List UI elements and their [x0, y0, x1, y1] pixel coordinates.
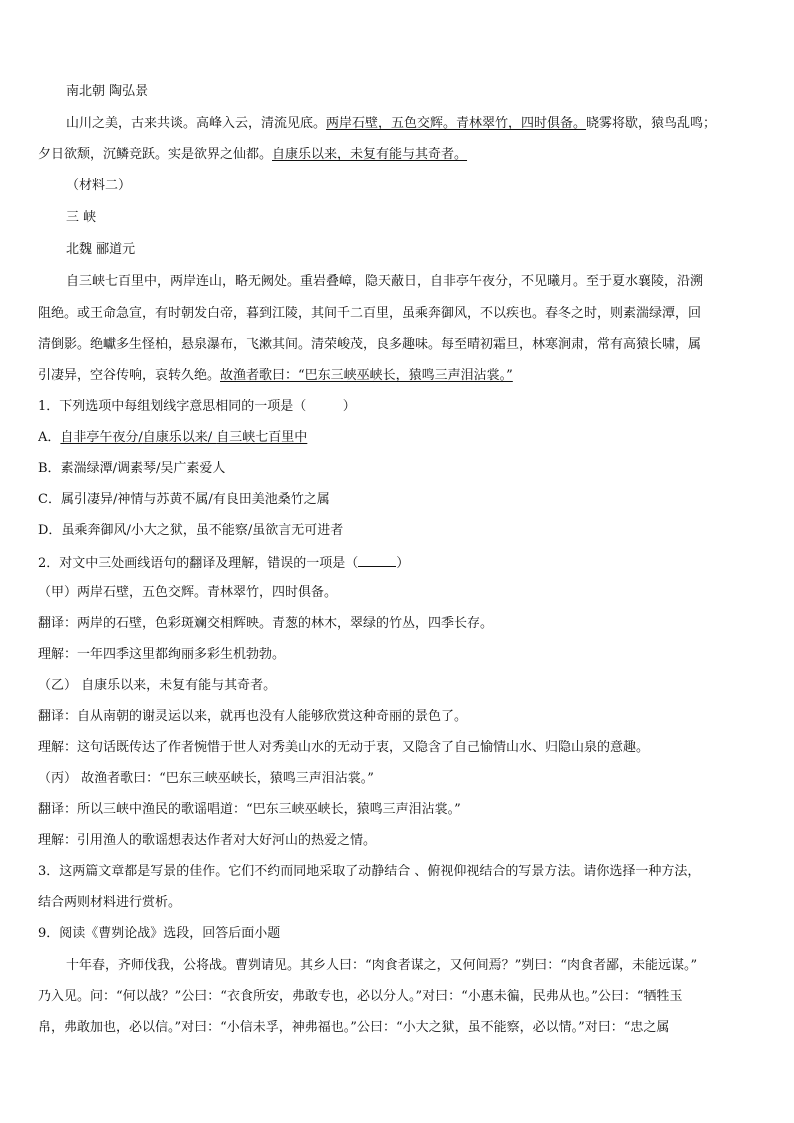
- question-text-end: ）: [396, 556, 410, 571]
- material2-title: [66, 210, 760, 226]
- q9-passage-line-2: [38, 989, 760, 1005]
- q2-jia-translation: [38, 616, 760, 632]
- question-2-stem: [38, 554, 760, 572]
- question-text: 结合两则材料进行赏析。: [38, 895, 182, 910]
- text-line: 阻绝。或王命急宣，有时朝发白帝，暮到江陵，其间千二百里，虽乘奔御风，不以疾也。春冬之时，则素湍绿潭，回: [38, 306, 702, 321]
- text-segment: 夕日欲颓，沉鳞竞跃。实是欲界之仙都。: [38, 147, 273, 162]
- sentence-bing: （丙） 故渔者歌曰：“巴东三峡巫峡长，猿鸣三声泪沾裳。”: [38, 771, 374, 786]
- option-text: 虽不能察/: [195, 523, 253, 538]
- section-label: （材料二）: [66, 178, 132, 193]
- understanding-text: 理解：引用渔人的歌谣想表达作者对大好河山的热爱之情。: [38, 833, 377, 848]
- question-3-line-2: [38, 895, 760, 911]
- q9-passage-line-1: [66, 958, 760, 974]
- passage-line: 乃入见。问：“何以战？”公曰：“衣食所安，弗敢专也，必以分人。”对曰：“小惠未徧，民弗从也。”公曰：“牺牲玉: [38, 989, 683, 1004]
- option-letter: D．: [38, 523, 62, 538]
- text-segment: 山川之美，古来共谈。高峰入云，清流见底。: [66, 116, 327, 131]
- q2-yi-translation: [38, 709, 760, 725]
- author-line: 北魏 郦道元: [66, 242, 136, 257]
- material2-line-3: [38, 337, 760, 353]
- translation-text: 翻译：自从南朝的谢灵运以来，就再也没有人能够欣赏这种奇丽的景色了。: [38, 709, 468, 724]
- q2-yi-understanding: [38, 740, 760, 756]
- q1-option-c: [38, 492, 760, 508]
- question-9-stem: [38, 926, 760, 942]
- option-letter: A．: [38, 430, 61, 445]
- text-segment: 晓雾将歇，猿鸟乱鸣；: [586, 116, 717, 131]
- option-text: 素湍绿潭/调素琴/吴广素爱人: [60, 461, 226, 476]
- material1-author: [66, 84, 760, 100]
- option-letter: C．: [38, 492, 61, 507]
- understanding-text: 理解：这句话既传达了作者惋惜于世人对秀美山水的无动于衷，又隐含了自己愉情山水、归隐山泉的意趣。: [38, 740, 650, 755]
- essay-title: 三 峡: [66, 210, 97, 225]
- option-letter: B．: [38, 461, 61, 476]
- q2-bing: [38, 771, 760, 787]
- question-text: 9．阅读《曹刿论战》选段，回答后面小题: [38, 926, 281, 941]
- material2-line-2: [38, 306, 760, 322]
- q1-option-a: [38, 430, 760, 446]
- material2-line-1: [66, 274, 760, 290]
- option-text: 虽欲言无可进者: [252, 523, 344, 538]
- option-text: 自康乐以来/: [142, 430, 217, 445]
- option-text: 虽乘奔御风/小大之狱，: [61, 523, 196, 538]
- passage-line: 帛，弗敢加也，必以信。”对曰：“小信未孚，神弗福也。”公曰：“小大之狱，虽不能察，必以情。”对曰：“忠之属: [38, 1020, 670, 1035]
- sentence-yi: （乙） 自康乐以来，未复有能与其奇者。: [38, 678, 277, 693]
- answer-blank: [306, 399, 342, 414]
- answer-blank: [358, 554, 396, 567]
- q2-jia: [38, 585, 760, 601]
- translation-text: 翻译：所以三峡中渔民的歌谣唱道：“巴东三峡巫峡长，猿鸣三声泪沾裳。”: [38, 802, 461, 817]
- underlined-sentence-bing: 故渔者歌曰：“巴东三峡巫峡长，猿鸣三声泪沾裳。”: [220, 368, 513, 383]
- q9-passage-line-3: [38, 1020, 760, 1036]
- text-segment: 引凄异，空谷传响，哀转久绝。: [38, 368, 221, 383]
- option-text: 自非亭午夜分/: [60, 430, 143, 445]
- material1-paragraph-line-1: [66, 116, 760, 132]
- underlined-sentence-yi: 自康乐以来，未复有能与其奇者。: [272, 147, 468, 162]
- q2-bing-translation: [38, 802, 760, 818]
- question-3-line-1: [38, 864, 760, 880]
- question-text: 1．下列选项中每组划线字意思相同的一项是（: [38, 399, 307, 414]
- option-text: 属引凄异/神情与苏黄不属/有良田美池桑竹之属: [60, 492, 330, 507]
- text-line: 自三峡七百里中，两岸连山，略无阙处。重岩叠嶂，隐天蔽日，自非亭午夜分，不见曦月。至于夏水襄陵，沿溯: [66, 274, 704, 289]
- option-text: 自三峡七百里中: [216, 430, 308, 445]
- question-text-end: ）: [342, 399, 356, 414]
- q1-option-d: [38, 523, 760, 539]
- question-text: 3．这两篇文章都是写景的佳作。它们不约而同地采取了动静结合 、俯视仰视结合的写景方法。请你选择一种方法，: [38, 864, 701, 879]
- question-text: 2．对文中三处画线语句的翻译及理解，错误的一项是（: [38, 556, 359, 571]
- author-line: 南北朝 陶弘景: [66, 84, 149, 99]
- sentence-jia: （甲）两岸石壁，五色交辉。青林翠竹，四时俱备。: [38, 585, 338, 600]
- q2-jia-understanding: [38, 647, 760, 663]
- understanding-text: 理解：一年四季这里都绚丽多彩生机勃勃。: [38, 647, 286, 662]
- passage-line: 十年春，齐师伐我，公将战。曹刿请见。其乡人曰：“肉食者谋之，又何间焉？”刿曰：“肉食者鄙，未能远谋。”: [66, 958, 698, 973]
- q2-yi: [38, 678, 760, 694]
- translation-text: 翻译：两岸的石壁，色彩斑斓交相辉映。青葱的林木，翠绿的竹丛，四季长存。: [38, 616, 494, 631]
- material2-label: [66, 178, 760, 194]
- material1-paragraph-line-2: [38, 147, 760, 163]
- q2-bing-understanding: [38, 833, 760, 849]
- question-1-stem: [38, 399, 760, 415]
- material2-line-4: [38, 368, 760, 384]
- material2-author: [66, 242, 760, 258]
- q1-option-b: [38, 461, 760, 477]
- underlined-sentence-jia: 两岸石壁，五色交辉。青林翠竹，四时俱备。: [326, 116, 587, 131]
- text-line: 清倒影。绝巘多生怪柏，悬泉瀑布，飞漱其间。清荣峻茂，良多趣味。每至晴初霜旦，林寒涧肃，常有高猿长啸，属: [38, 337, 702, 352]
